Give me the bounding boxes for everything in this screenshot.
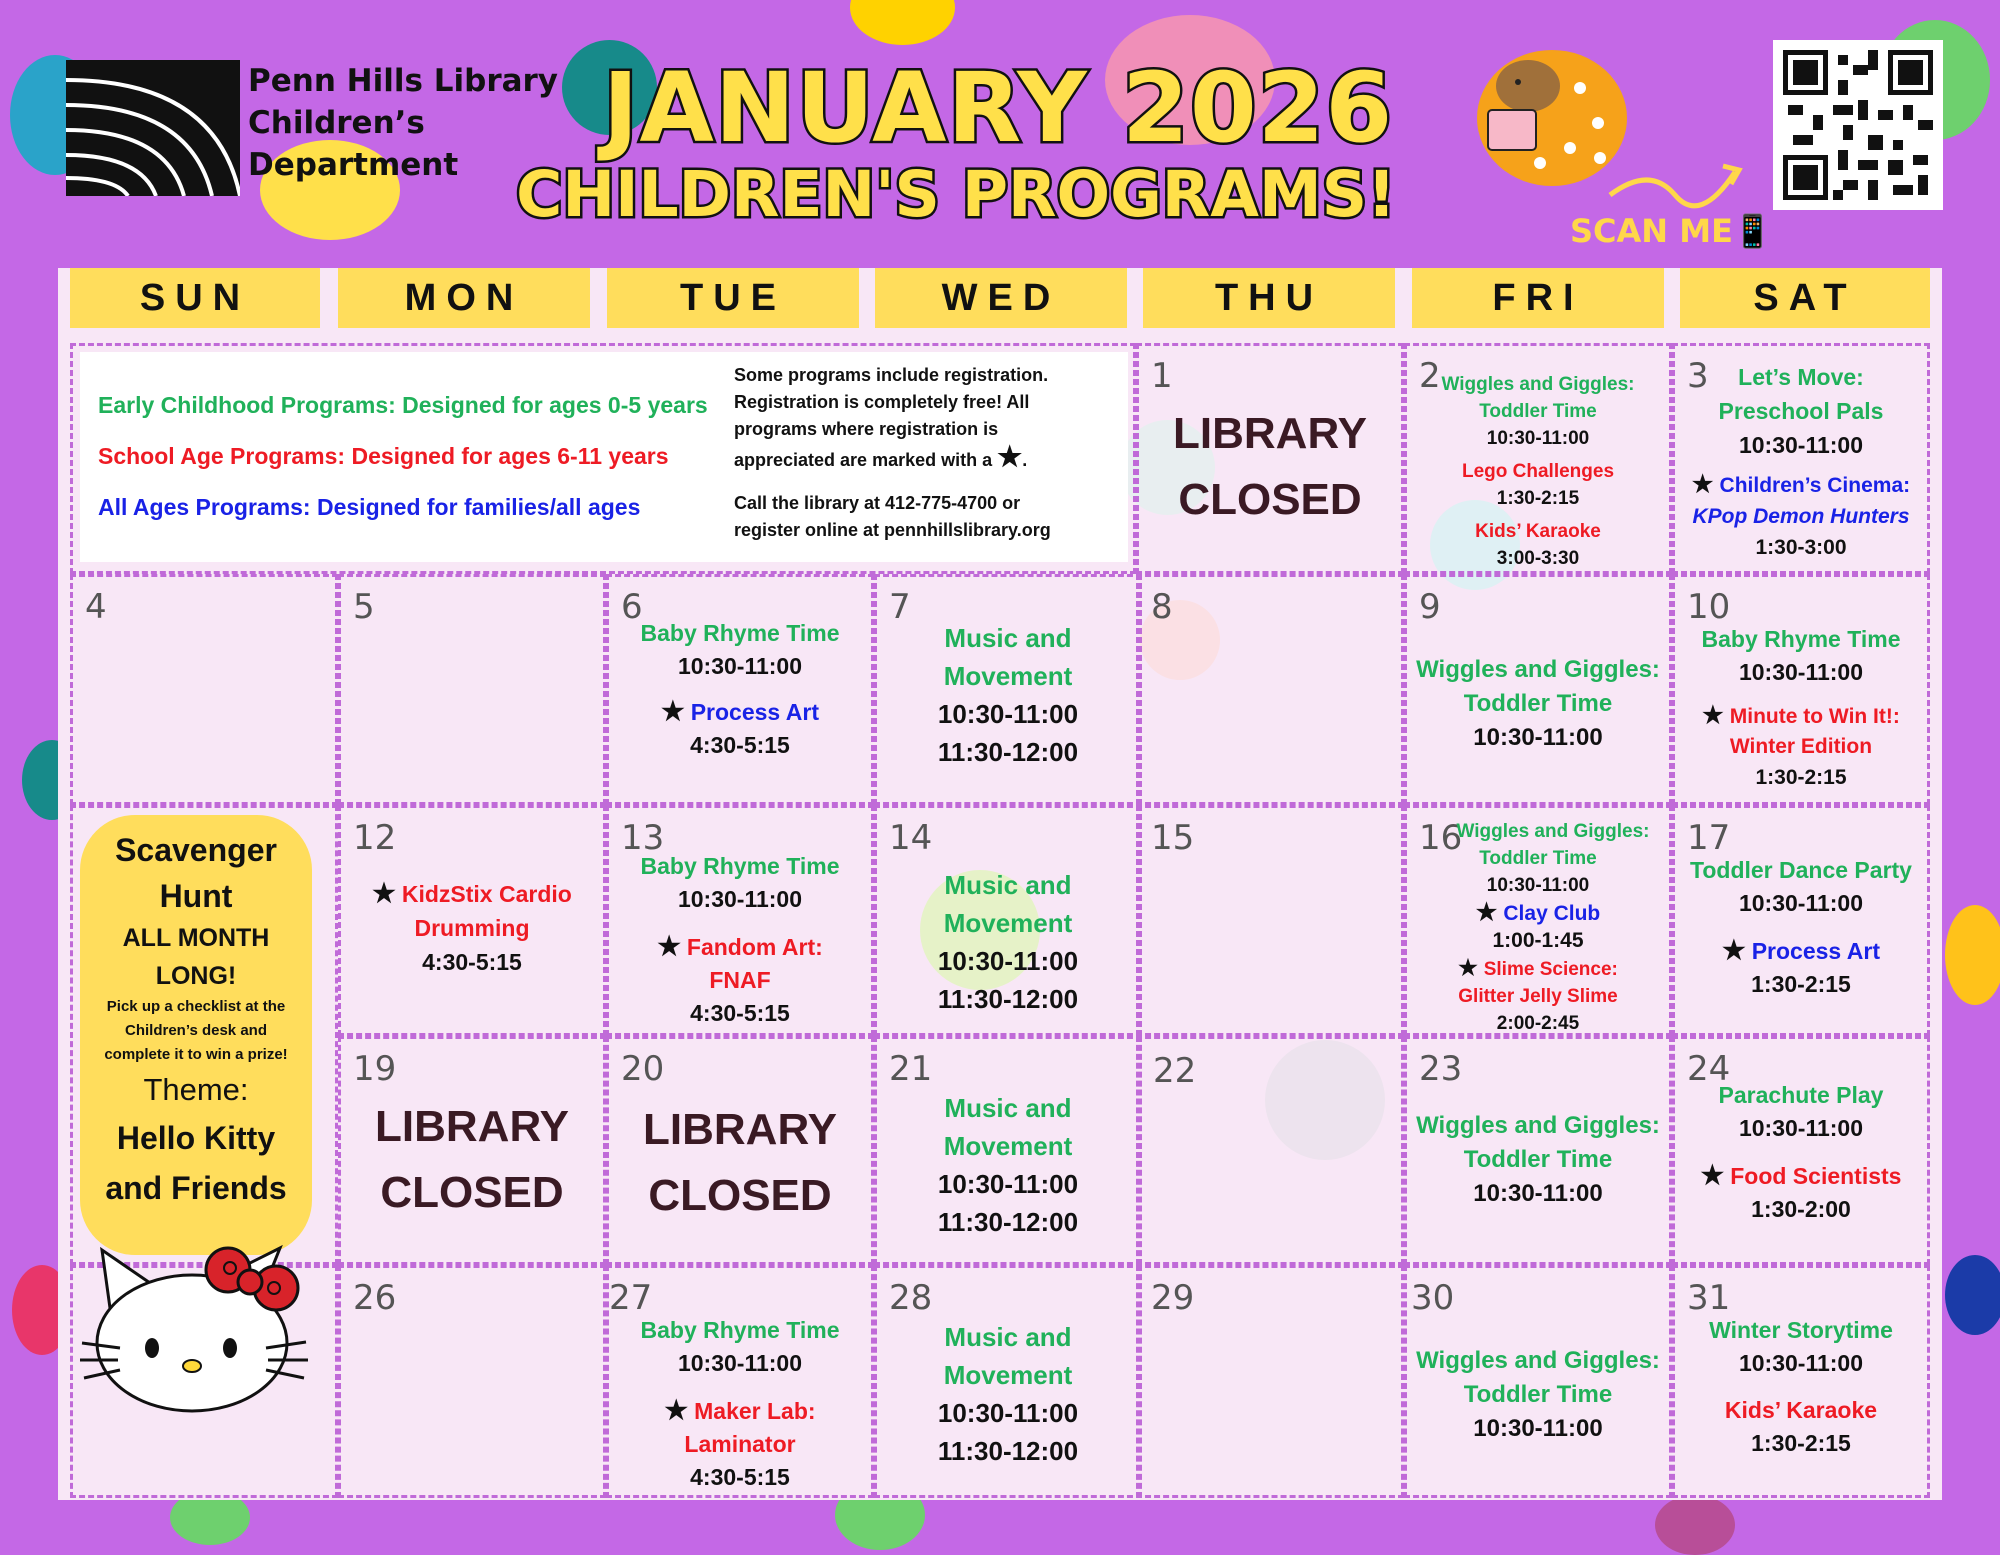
registration-line: programs where registration is: [734, 419, 999, 439]
event-title: FNAF: [709, 967, 771, 993]
event-time: 10:30-11:00: [1473, 1415, 1603, 1442]
calendar-cell-4[interactable]: [70, 574, 338, 805]
calendar-cell-28[interactable]: [874, 1265, 1142, 1498]
registration-line: appreciated are marked with a: [734, 450, 993, 470]
event-title: Toddler Time: [1479, 401, 1597, 422]
event-list: [1675, 360, 1927, 565]
hello-kitty-icon: [80, 1228, 310, 1418]
calendar-cell-10[interactable]: [1672, 574, 1930, 805]
scavenger-title: Scavenger: [115, 832, 277, 868]
star-icon: ★: [1700, 1160, 1725, 1190]
scavenger-sub: ALL MONTH: [122, 924, 270, 952]
event-time: 11:30-12:00: [937, 1436, 1079, 1466]
calendar-cell-8[interactable]: [1136, 574, 1404, 805]
day-number: 15: [1151, 818, 1195, 858]
event-title: Drumming: [414, 915, 530, 941]
calendar-cell-17[interactable]: [1672, 805, 1930, 1036]
event-list: [609, 850, 871, 1030]
legend-box: [80, 352, 1128, 562]
event-time: 1:30-2:00: [1751, 1196, 1851, 1222]
event-list: [609, 617, 871, 762]
event-title: Toddler Dance Party: [1690, 857, 1912, 883]
event-time: 11:30-12:00: [937, 737, 1079, 767]
calendar-cell-9[interactable]: [1404, 574, 1672, 805]
calendar-cell-15[interactable]: [1136, 805, 1404, 1036]
event-title: Clay Club: [1503, 902, 1601, 925]
day-number: 13: [621, 818, 665, 858]
star-icon: ★: [997, 441, 1023, 472]
star-icon: ★: [1458, 955, 1478, 980]
event-time: 10:30-11:00: [677, 886, 803, 912]
calendar-cell-27[interactable]: [606, 1265, 874, 1498]
arrow-icon: [1605, 160, 1745, 220]
day-header-mon: MON: [338, 268, 590, 328]
decor-blob: [850, 0, 955, 45]
event-title: Process Art: [1751, 938, 1880, 964]
event-list: [1675, 1079, 1927, 1226]
day-number: 19: [353, 1049, 397, 1089]
day-header-thu: THU: [1143, 268, 1395, 328]
event-time: 10:30-11:00: [677, 653, 803, 679]
theme-name: and Friends: [105, 1170, 287, 1206]
event-time: 10:30-11:00: [937, 1169, 1079, 1199]
day-number: 24: [1687, 1049, 1731, 1089]
calendar-cell-16[interactable]: [1404, 805, 1672, 1036]
page-title: JANUARY 2026: [602, 52, 1394, 164]
event-list: [1675, 1314, 1927, 1460]
registration-line: Some programs include registration.: [734, 365, 1049, 385]
event-title: Baby Rhyme Time: [1701, 626, 1901, 652]
day-number: 17: [1687, 818, 1731, 858]
event-title: Kids’ Karaoke: [1475, 521, 1601, 542]
closed-line: CLOSED: [1178, 475, 1362, 524]
event-title: Minute to Win It!:: [1729, 705, 1900, 728]
event-title: Movement: [943, 661, 1073, 691]
event-title: Toddler Time: [1463, 1146, 1613, 1173]
event-title: Toddler Time: [1463, 690, 1613, 717]
event-list: [877, 866, 1139, 1018]
event-list: [609, 1314, 871, 1494]
event-title: Winter Storytime: [1709, 1317, 1893, 1343]
decor-blob: [1945, 905, 2000, 1005]
event-time: 10:30-11:00: [677, 1350, 803, 1376]
event-list: [877, 1318, 1139, 1470]
theme-label: Theme:: [143, 1072, 249, 1107]
event-time: 11:30-12:00: [937, 1207, 1079, 1237]
day-number: 12: [353, 818, 397, 858]
day-number: 27: [609, 1278, 653, 1318]
decor-blob: [1945, 1255, 2000, 1335]
day-number: 20: [621, 1049, 665, 1089]
registration-note: [734, 362, 1051, 544]
event-title: Preschool Pals: [1718, 398, 1884, 424]
call-line: Call the library at 412-775-4700 or: [734, 493, 1021, 513]
calendar-cell-19[interactable]: [338, 1036, 606, 1265]
event-time: 10:30-11:00: [937, 699, 1079, 729]
calendar-cell-6[interactable]: [606, 574, 874, 805]
event-title: Lego Challenges: [1461, 461, 1615, 482]
qr-code[interactable]: [1773, 40, 1943, 210]
star-icon: ★: [1702, 702, 1724, 729]
event-title: KidzStix Cardio: [401, 881, 572, 907]
event-list: [877, 1089, 1139, 1241]
closed-line: CLOSED: [648, 1171, 832, 1220]
calendar-cell-1[interactable]: [1136, 343, 1404, 574]
event-list: [341, 876, 603, 979]
calendar-cell-5[interactable]: [338, 574, 606, 805]
library-name-line: Penn Hills Library: [248, 63, 559, 99]
event-time: 1:30-2:15: [1755, 766, 1847, 789]
event-list: [1407, 371, 1669, 572]
event-title: Baby Rhyme Time: [640, 1317, 840, 1343]
event-title: Fandom Art:: [686, 934, 823, 960]
calendar-cell-12[interactable]: [338, 805, 606, 1036]
star-icon: ★: [664, 1395, 689, 1425]
day-number: 6: [621, 587, 643, 627]
scavenger-title: Hunt: [159, 878, 233, 914]
star-icon: ★: [1475, 899, 1498, 926]
qr-code-icon: [1773, 40, 1943, 210]
calendar-cell-14[interactable]: [874, 805, 1142, 1036]
event-list: [1407, 653, 1669, 755]
event-time: 4:30-5:15: [422, 949, 522, 975]
star-icon: ★: [1691, 471, 1714, 498]
day-number: 4: [85, 587, 107, 627]
event-time: 4:30-5:15: [690, 732, 790, 758]
event-title: KPop Demon Hunters: [1692, 505, 1910, 528]
star-icon: ★: [661, 696, 685, 726]
day-number: 14: [889, 818, 933, 858]
calendar-cell-23[interactable]: [1404, 1036, 1672, 1265]
event-time: 10:30-11:00: [937, 1398, 1079, 1428]
day-number: 16: [1419, 818, 1463, 858]
day-header-tue: TUE: [607, 268, 859, 328]
scavenger-hunt-panel: [80, 815, 312, 1255]
day-header-sun: SUN: [70, 268, 320, 328]
calendar-cell-30[interactable]: [1404, 1265, 1672, 1498]
event-title: Music and: [944, 870, 1072, 900]
day-header-wed: WED: [875, 268, 1127, 328]
day-number: 9: [1419, 587, 1441, 627]
event-title: Toddler Time: [1463, 1381, 1613, 1408]
scavenger-note: Pick up a checklist at the: [106, 998, 286, 1015]
day-number: 29: [1151, 1278, 1195, 1318]
legend-all: All Ages Programs: Designed for families/all ages: [98, 494, 641, 520]
star-icon: ★: [657, 931, 681, 961]
event-time: 10:30-11:00: [1738, 1350, 1864, 1376]
event-time: 10:30-11:00: [1738, 432, 1864, 458]
event-time: 1:00-1:45: [1492, 929, 1584, 952]
event-title: Laminator: [684, 1431, 796, 1457]
day-number: 26: [353, 1278, 397, 1318]
registration-line: Registration is completely free! All: [734, 392, 1030, 412]
event-title: Winter Edition: [1729, 735, 1873, 758]
event-title: Wiggles and Giggles:: [1456, 821, 1650, 842]
calendar-cell-7[interactable]: [874, 574, 1142, 805]
closed-line: CLOSED: [380, 1168, 564, 1217]
event-time: 1:30-2:15: [1751, 1430, 1851, 1456]
event-title: Glitter Jelly Slime: [1458, 986, 1618, 1007]
calendar-cell-31[interactable]: [1672, 1265, 1930, 1498]
event-title: Music and: [944, 1093, 1072, 1123]
day-header-fri: FRI: [1412, 268, 1664, 328]
scavenger-sub: LONG!: [155, 962, 237, 990]
event-time: 10:30-11:00: [1738, 890, 1864, 916]
calendar-cell-13[interactable]: [606, 805, 874, 1036]
calendar-cell-21[interactable]: [874, 1036, 1142, 1265]
day-number: 21: [889, 1049, 933, 1089]
event-list: [1407, 1109, 1669, 1211]
scavenger-note: complete it to win a prize!: [104, 1046, 288, 1063]
event-list: [1675, 623, 1927, 794]
event-time: 4:30-5:15: [690, 1464, 790, 1490]
event-title: Movement: [943, 1360, 1073, 1390]
decor-blob: [1655, 1495, 1735, 1555]
calendar-cell-2[interactable]: [1404, 343, 1672, 574]
event-list: [1407, 1344, 1669, 1446]
event-title: Toddler Time: [1479, 848, 1597, 869]
calendar-cell-24[interactable]: [1672, 1036, 1930, 1265]
day-number: 8: [1151, 587, 1173, 627]
day-number: 28: [889, 1278, 933, 1318]
day-number: 22: [1153, 1051, 1197, 1091]
event-time: 11:30-12:00: [937, 984, 1079, 1014]
theme-name: Hello Kitty: [116, 1120, 276, 1156]
event-time: 1:30-2:15: [1751, 971, 1851, 997]
legend-early: Early Childhood Programs: Designed for ages 0-5 years: [98, 392, 708, 418]
event-title: Kids’ Karaoke: [1724, 1397, 1878, 1423]
calendar-cell-20[interactable]: [606, 1036, 874, 1265]
event-title: Baby Rhyme Time: [640, 853, 840, 879]
event-title: Slime Science:: [1483, 959, 1618, 980]
event-time: 2:00-2:45: [1496, 1013, 1580, 1034]
event-list: [1675, 854, 1927, 1001]
registration-line-end: .: [1022, 450, 1028, 470]
day-number: 3: [1687, 356, 1709, 396]
calendar-cell-29[interactable]: [1136, 1265, 1404, 1498]
calendar-cell-22[interactable]: [1136, 1036, 1404, 1265]
event-time: 1:30-2:15: [1496, 488, 1580, 509]
library-name-line: Children’s: [248, 105, 425, 141]
event-time: 10:30-11:00: [1473, 1180, 1603, 1207]
closed-line: LIBRARY: [375, 1102, 569, 1151]
event-title: Children’s Cinema:: [1719, 474, 1911, 497]
star-icon: ★: [372, 878, 396, 908]
event-title: Wiggles and Giggles:: [1416, 1347, 1660, 1374]
scavenger-note: Children’s desk and: [125, 1022, 267, 1039]
event-title: Food Scientists: [1730, 1163, 1902, 1189]
event-title: Wiggles and Giggles:: [1441, 374, 1635, 395]
library-closed: [609, 1097, 871, 1229]
day-number: 31: [1687, 1278, 1731, 1318]
day-number: 1: [1151, 356, 1173, 396]
event-title: Let’s Move:: [1738, 364, 1864, 390]
closed-line: LIBRARY: [1173, 409, 1367, 458]
library-closed: [341, 1094, 603, 1226]
event-list: [877, 619, 1139, 771]
event-title: Process Art: [690, 699, 819, 725]
event-time: 1:30-3:00: [1755, 536, 1847, 559]
day-number: 5: [353, 587, 375, 627]
day-number: 2: [1419, 356, 1441, 396]
event-title: Parachute Play: [1718, 1082, 1884, 1108]
event-time: 10:30-11:00: [1738, 1115, 1864, 1141]
library-name-line: Department: [248, 147, 459, 183]
library-closed: [1139, 401, 1401, 533]
event-title: Music and: [944, 623, 1072, 653]
day-number: 7: [889, 587, 911, 627]
event-title: Maker Lab:: [694, 1398, 816, 1424]
calendar-cell-3[interactable]: [1672, 343, 1930, 574]
scan-me-label: SCAN ME📱: [1570, 212, 1773, 250]
event-title: Baby Rhyme Time: [640, 620, 840, 646]
event-title: Movement: [943, 908, 1073, 938]
day-header-sat: SAT: [1680, 268, 1930, 328]
event-title: Wiggles and Giggles:: [1416, 656, 1660, 683]
day-number: 10: [1687, 587, 1731, 627]
event-time: 10:30-11:00: [1486, 875, 1590, 896]
event-time: 10:30-11:00: [1473, 724, 1603, 751]
event-title: Wiggles and Giggles:: [1416, 1112, 1660, 1139]
event-time: 4:30-5:15: [690, 1000, 790, 1026]
day-number: 23: [1419, 1049, 1463, 1089]
calendar-cell-26[interactable]: [338, 1265, 606, 1498]
event-title: Music and: [944, 1322, 1072, 1352]
event-list: [1407, 818, 1669, 1037]
event-time: 10:30-11:00: [937, 946, 1079, 976]
day-number: 30: [1411, 1278, 1455, 1318]
star-icon: ★: [1722, 935, 1746, 965]
event-time: 3:00-3:30: [1496, 548, 1580, 569]
page-subtitle: CHILDREN'S PROGRAMS!: [516, 158, 1396, 231]
legend-school: School Age Programs: Designed for ages 6-11 years: [98, 443, 669, 469]
event-time: 10:30-11:00: [1738, 659, 1864, 685]
closed-line: LIBRARY: [643, 1105, 837, 1154]
call-line: register online at pennhillslibrary.org: [734, 520, 1051, 540]
event-title: Movement: [943, 1131, 1073, 1161]
event-time: 10:30-11:00: [1486, 428, 1590, 449]
